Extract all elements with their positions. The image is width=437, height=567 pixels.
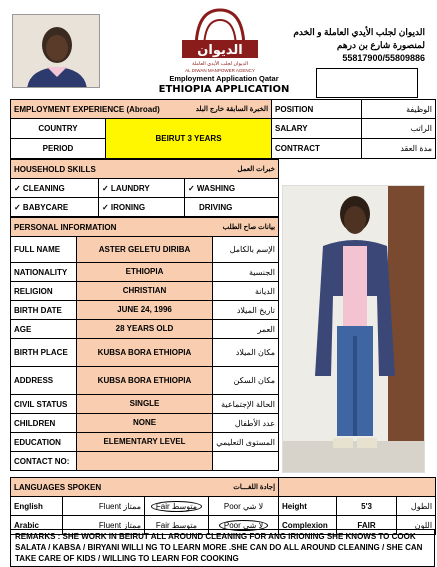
height-value: 5'3 xyxy=(337,497,397,516)
salary-label: SALARY xyxy=(272,119,362,139)
period-label: PERIOD xyxy=(11,139,106,159)
arabic-fluent: Fluent ممتاز xyxy=(63,516,145,535)
full-name-label: FULL NAME xyxy=(11,237,77,263)
full-name-label-ar: الإسم بالكامل xyxy=(213,237,279,263)
birth-place-value: KUBSA BORA ETHIOPIA xyxy=(77,339,213,367)
arabic-poor: Poor لا شي xyxy=(219,520,268,531)
complexion-label: Complexion xyxy=(279,516,337,535)
full-name-value: ASTER GELETU DIRIBA xyxy=(77,237,213,263)
position-label: POSITION xyxy=(272,100,362,119)
english-poor: Poor لا شي xyxy=(209,497,279,516)
children-value: NONE xyxy=(77,414,213,433)
nationality-value: ETHIOPIA xyxy=(77,263,213,282)
contract-label: CONTRACT xyxy=(272,139,362,159)
agency-contact-block xyxy=(275,26,425,65)
salary-label-ar: الراتب xyxy=(362,119,436,139)
civil-status-label-ar: الحالة الإجتماعية xyxy=(213,395,279,414)
education-label: EDUCATION xyxy=(11,433,77,452)
experience-header: EMPLOYMENT EXPERIENCE (Abroad) الخبرة السابقة خارج البلد xyxy=(11,100,272,119)
svg-text:AL DIWAN MANPOWER AGENCY: AL DIWAN MANPOWER AGENCY xyxy=(185,68,255,73)
birth-place-label: BIRTH PLACE xyxy=(11,339,77,367)
height-label-ar: الطول xyxy=(397,497,436,516)
applicant-portrait-photo xyxy=(12,14,100,88)
english-fair: Fair متوسط xyxy=(151,501,202,512)
contact-label-ar xyxy=(213,452,279,471)
skill-laundry: ✓ LAUNDRY xyxy=(99,179,185,198)
religion-label-ar: الديانة xyxy=(213,282,279,301)
agency-arabic-address: لمنصورة شارع بن درهم xyxy=(336,40,425,50)
svg-text:الديوان: الديوان xyxy=(197,43,243,58)
skill-cleaning: ✓ CLEANING xyxy=(11,179,99,198)
languages-header-right xyxy=(279,478,436,497)
age-value: 28 YEARS OLD xyxy=(77,320,213,339)
arabic-fair: Fair متوسط xyxy=(145,516,209,535)
contact-value xyxy=(77,452,213,471)
education-value: ELEMENTARY LEVEL xyxy=(77,433,213,452)
english-fair-cell xyxy=(145,497,209,516)
languages-table xyxy=(10,477,436,535)
children-label: CHILDREN xyxy=(11,414,77,433)
children-label-ar: عدد الأطفال xyxy=(213,414,279,433)
experience-table xyxy=(10,99,436,159)
personal-info-header: PERSONAL INFORMATION بيانات صاح الطلب xyxy=(11,218,279,237)
agency-logo xyxy=(176,6,264,74)
country-label: COUNTRY xyxy=(11,119,106,139)
contact-label: CONTACT NO: xyxy=(11,452,77,471)
reference-box xyxy=(316,68,418,98)
english-fluent: Fluent ممتاز xyxy=(63,497,145,516)
birth-date-label: BIRTH DATE xyxy=(11,301,77,320)
personal-info-table xyxy=(10,217,279,471)
age-label-ar: العمر xyxy=(213,320,279,339)
age-label: AGE xyxy=(11,320,77,339)
address-label-ar: مكان السكن xyxy=(213,367,279,395)
civil-status-label: CIVIL STATUS xyxy=(11,395,77,414)
skill-babycare: ✓ BABYCARE xyxy=(11,198,99,217)
religion-value: CHRISTIAN xyxy=(77,282,213,301)
contract-label-ar: مدة العقد xyxy=(362,139,436,159)
civil-status-value: SINGLE xyxy=(77,395,213,414)
education-label-ar: المستوى التعليمي xyxy=(213,433,279,452)
application-form xyxy=(4,4,433,563)
nationality-label: NATIONALITY xyxy=(11,263,77,282)
height-label: Height xyxy=(279,497,337,516)
languages-header: LANGUAGES SPOKEN إجادة اللغـــات xyxy=(11,478,279,497)
skills-header: HOUSEHOLD SKILLS خبرات العمل xyxy=(11,160,279,179)
birth-date-label-ar: تاريخ الميلاد xyxy=(213,301,279,320)
skill-washing: ✓ WASHING xyxy=(185,179,279,198)
position-label-ar: الوظيفة xyxy=(362,100,436,119)
skills-table xyxy=(10,159,279,217)
skill-ironing: ✓ IRONING xyxy=(99,198,185,217)
remarks: REMARKS : SHE WORK IN BEIRUT ALL AROUND CLEANING FOR ANG IRIONING SHE KNOWS TO COOK SALATA / KABSA / BIRYANI WILLI NG TO LEARN MORE .SHE CAN DO ALL AROUND CLEANING / SHE CAN TAKE CARE OF KIDS / WILLING TO LEARN FOR COOKING xyxy=(10,529,435,567)
agency-arabic-name: الديوان لجلب الأيدي العاملة و الخدم xyxy=(293,27,425,37)
complexion-value: FAIR xyxy=(337,516,397,535)
experience-value: BEIRUT 3 YEARS xyxy=(106,119,272,159)
agency-english-name: Employment Application Qatar xyxy=(169,74,279,83)
lang-english: English xyxy=(11,497,63,516)
address-label: ADDRESS xyxy=(11,367,77,395)
nationality-label-ar: الجنسية xyxy=(213,263,279,282)
birth-place-label-ar: مكان الميلاد xyxy=(213,339,279,367)
lang-arabic: Arabic xyxy=(11,516,63,535)
address-value: KUBSA BORA ETHIOPIA xyxy=(77,367,213,395)
agency-phones: 55817900/55809886 xyxy=(342,53,425,63)
applicant-full-body-photo xyxy=(282,185,425,473)
svg-text:الديوان لجلب الأيدي العاملة: الديوان لجلب الأيدي العاملة xyxy=(191,61,249,67)
skill-driving: DRIVING xyxy=(185,198,279,217)
birth-date-value: JUNE 24, 1996 xyxy=(77,301,213,320)
application-title: ETHIOPIA APPLICATION xyxy=(158,84,290,95)
complexion-label-ar: اللون xyxy=(397,516,436,535)
religion-label: RELIGION xyxy=(11,282,77,301)
